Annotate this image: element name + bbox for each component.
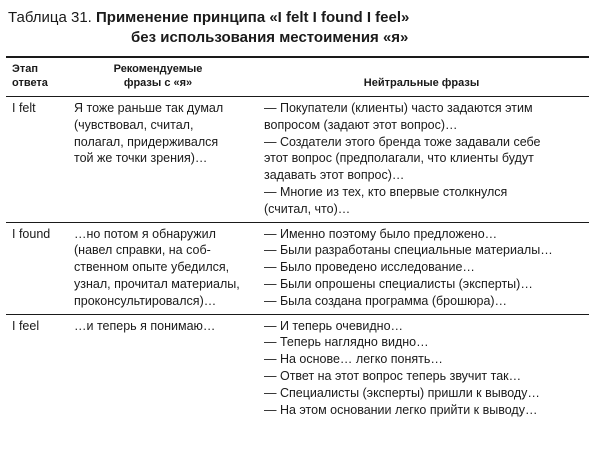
table-number: Таблица 31. (8, 9, 92, 26)
row-recommended: Я тоже раньше так думал (чувствовал, считал, полагал, придерживался той же точки зрения)… (62, 97, 254, 223)
row-neutral: — Покупатели (клиенты) часто задаются этим вопросом (задают этот вопрос)… — Создатели этого бренда тоже задавали себе этот вопрос (предполагали, что клиенты будут задавать этот вопрос)… — Многие из тех, кто впервые столкнулся (считал, что)… (254, 97, 589, 223)
row-neutral: — И теперь очевидно… — Теперь наглядно видно… — На основе… легко понять… — Ответ на этот вопрос теперь звучит так… — Специалисты (эксперты) пришли к выводу… — На этом основании легко прийти к выводу… (264, 318, 540, 417)
table-row (6, 97, 589, 223)
table-row (6, 222, 589, 314)
row-stage: I found (6, 222, 62, 314)
row-stage: I feel (12, 318, 40, 333)
table-caption (8, 8, 589, 48)
header-recommended: Рекомендуемые фразы с «я» (62, 57, 254, 97)
table-title-line2: без использования местоимения «я» (131, 29, 409, 46)
table-row (6, 314, 589, 422)
row-recommended: …но потом я обнаружил (навел справки, на соб- ственном опыте убедился, узнал, прочитал материалы, проконсультировался)… (62, 222, 254, 314)
header-stage: Этап ответа (6, 57, 62, 97)
table-header-row (6, 57, 589, 97)
table-title-line1: Применение принципа «I felt I found I feel» (96, 9, 410, 26)
phrases-table (6, 56, 589, 422)
row-stage: I felt (6, 97, 62, 223)
header-neutral: Нейтральные фразы (254, 57, 589, 97)
row-neutral: — Именно поэтому было предложено… — Были разработаны специальные материалы… — Было проведено исследование… — Были опрошены специалисты (эксперты)… — Была создана программа (брошюра)… (254, 222, 589, 314)
row-recommended: …и теперь я понимаю… (74, 318, 216, 333)
